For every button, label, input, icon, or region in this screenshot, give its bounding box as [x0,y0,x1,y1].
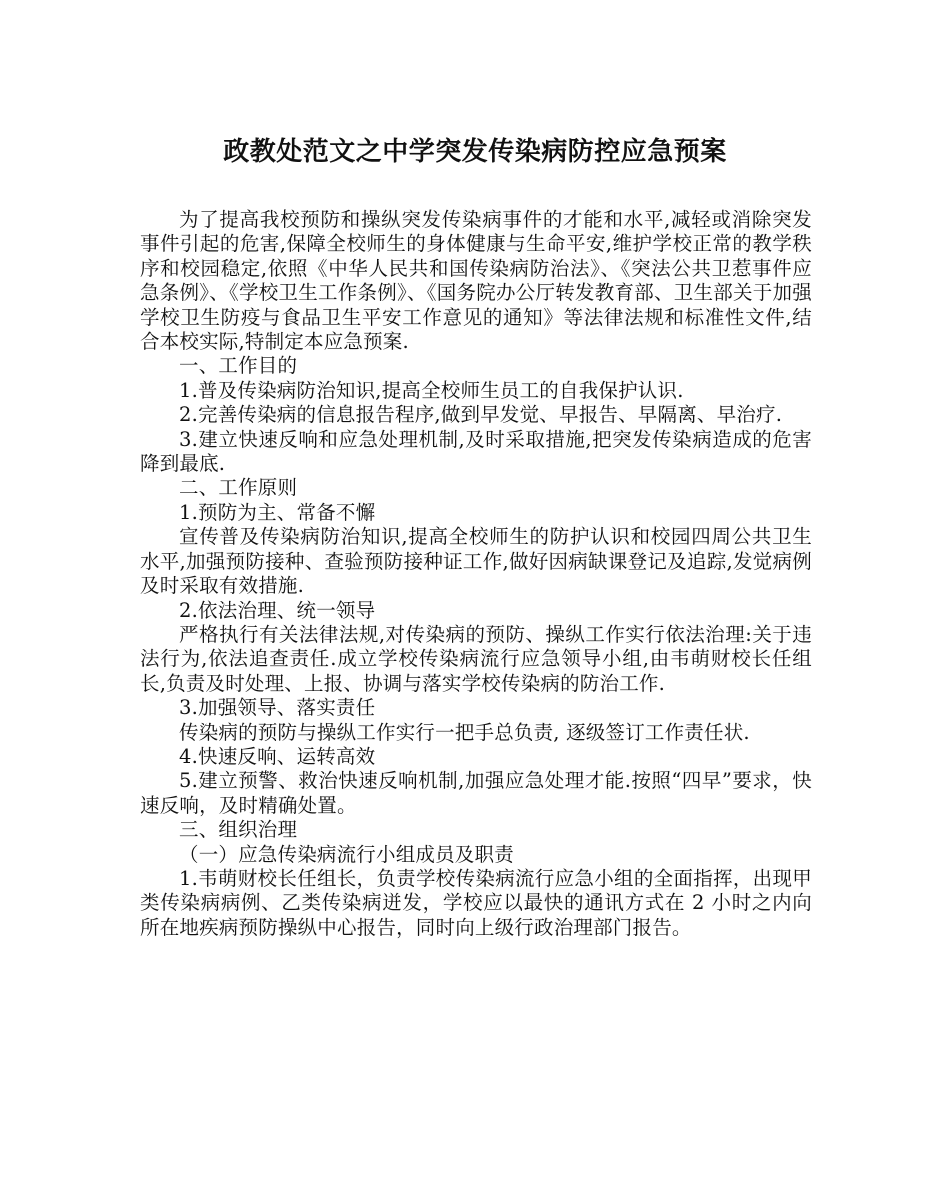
paragraph: 5.建立预警、救治快速反响机制,加强应急处理才能.按照“四早”要求，快速反响，及时精确处置。 [140,769,812,817]
paragraph: 4.快速反响、运转高效 [179,744,376,768]
paragraph-intro: 为了提高我校预防和操纵突发传染病事件的才能和水平,减轻或消除突发事件引起的危害,保障全校师生的身体健康与生命平安,维护学校正常的教学秩序和校园稳定,依照《中华人民共和国传染病防治法》、《突法公共卫惹事件应急条例》、《学校卫生工作条例》、《国务院办公厅转发教育部、卫生部关于加强学校卫生防疫与食品卫生平安工作意见的通知》等法律法规和标准性文件,结合本校实际,特制定本应急预案. [140,208,812,354]
document-title: 政教处范文之中学突发传染病防控应急预案 [223,137,727,167]
paragraph: 1.普及传染病防治知识,提高全校师生员工的自我保护认识. [179,378,684,402]
paragraph: 3.加强领导、落实责任 [179,696,376,720]
heading-section-2: 二、工作原则 [179,476,298,500]
paragraph: 严格执行有关法律法规,对传染病的预防、操纵工作实行依法治理:关于违法行为,依法追查责任.成立学校传染病流行应急领导小组,由韦萌财校长任组长,负责及时处理、上报、协调与落实学校传染病的防治工作. [140,622,812,695]
paragraph: 传染病的预防与操纵工作实行一把手总负责, 逐级签订工作责任状. [179,720,750,744]
heading-section-3: 三、组织治理 [179,818,298,842]
paragraph: 2.依法治理、统一领导 [179,598,376,622]
paragraph: 3.建立快速反响和应急处理机制,及时采取措施,把突发传染病造成的危害降到最底. [140,427,812,476]
paragraph: 宣传普及传染病防治知识,提高全校师生的防护认识和校园四周公共卫生水平,加强预防接种、查验预防接种证工作,做好因病缺课登记及追踪,发觉病例及时采取有效措施. [140,525,812,598]
document-body [140,208,812,940]
paragraph: 1.预防为主、常备不懈 [179,500,376,524]
subheading: （一）应急传染病流行小组成员及职责 [179,842,514,866]
paragraph: 1.韦萌财校长任组长，负责学校传染病流行应急小组的全面指挥，出现甲类传染病病例、乙类传染病迸发，学校应以最快的通讯方式在 2 小时之内向所在地疾病预防操纵中心报告，同时向上级行政治理部门报告。 [140,866,812,939]
paragraph: 2.完善传染病的信息报告程序,做到早发觉、早报告、早隔离、早治疗. [179,403,783,427]
heading-section-1: 一、工作目的 [179,354,298,378]
